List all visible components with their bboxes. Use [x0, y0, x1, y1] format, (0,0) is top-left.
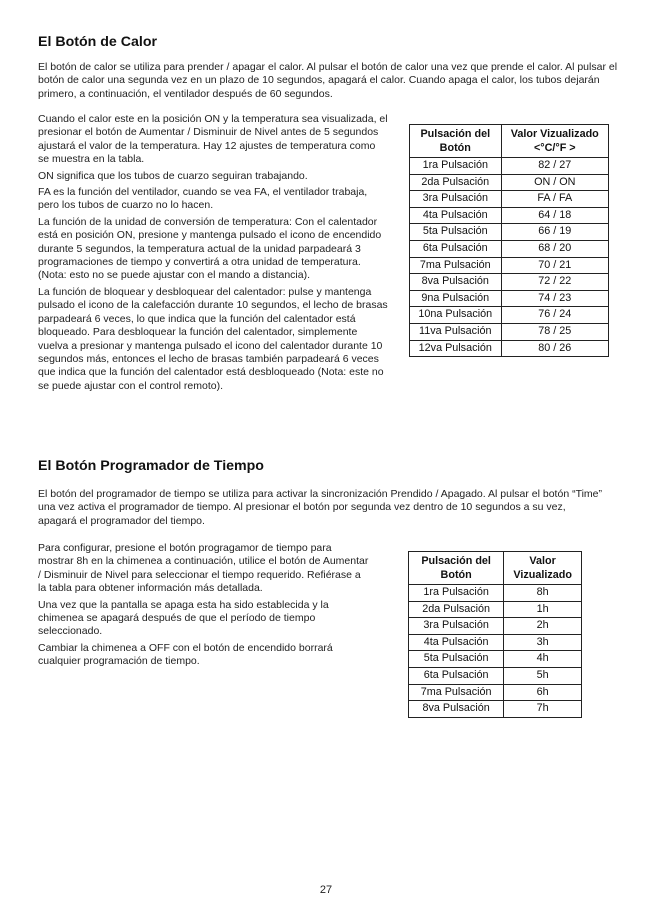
temperature-adjust-paragraph: Cuando el calor este en la posición ON y la temperatura sea visualizada, el presionar el botón de Aumentar / Disminuir de Nivel antes de 5 segundos ajustará el valor de la temperatura. Hay 12 ajustes de temperatura como se muestra en la tabla. — [38, 113, 388, 166]
table-row — [409, 701, 582, 718]
table-row — [410, 207, 609, 224]
timer-button-heading: El Botón Programador de Tiempo — [38, 458, 264, 474]
table-header-row — [409, 552, 582, 585]
press-cell: 9na Pulsación — [410, 290, 502, 307]
heat-button-details — [38, 113, 388, 396]
timer-button-details — [38, 542, 370, 672]
press-cell: 6ta Pulsación — [409, 667, 504, 684]
table-row — [409, 634, 582, 651]
value-cell: 5h — [504, 667, 582, 684]
page-number: 27 — [319, 884, 333, 896]
press-cell: 5ta Pulsación — [409, 651, 504, 668]
unit-conversion-paragraph: La función de la unidad de conversión de temperatura: Con el calentador está en posición ON, presione y mantenga pulsado el icono de encendido durante 5 segundos, la temperatura actual de la unidad parpadeará 3 programaciones de tiempo y convertirá a otra unidad de temperatura. (Nota: esto no se puede ajustar con el mando a distancia). — [38, 215, 382, 282]
table-row — [410, 240, 609, 257]
timer-display-off-paragraph: Una vez que la pantalla se apaga esta ha sido establecida y la chimenea se apagará después de que el período de tiempo seleccionado. — [38, 598, 329, 638]
press-cell: 8va Pulsación — [409, 701, 504, 718]
timer-configure-paragraph: Para configurar, presione el botón progragamor de tiempo para mostrar 8h en la chimenea a continuación, utilice el botón de Aumentar / Disminuir de Nivel para seleccionar el tiempo requerido. Refiérase a la tabla para obtener información más detallada. — [38, 542, 369, 595]
table-row — [409, 667, 582, 684]
press-cell: 11va Pulsación — [410, 323, 502, 340]
value-cell: 76 / 24 — [501, 307, 608, 324]
table-row — [410, 224, 609, 241]
header-button-press: Pulsación del Botón — [410, 125, 502, 158]
heat-button-heading: El Botón de Calor — [38, 34, 158, 50]
table-row — [410, 323, 609, 340]
value-cell: 80 / 26 — [501, 340, 608, 357]
timer-clear-paragraph: Cambiar la chimenea a OFF con el botón de encendido borrará cualquier programación de tiempo. — [38, 641, 333, 668]
value-cell: FA / FA — [501, 191, 608, 208]
table-row — [410, 191, 609, 208]
press-cell: 3ra Pulsación — [410, 191, 502, 208]
table-row — [410, 290, 609, 307]
value-cell: 4h — [504, 651, 582, 668]
value-cell: 8h — [504, 585, 582, 602]
timer-button-intro: El botón del programador de tiempo se utiliza para activar la sincronización Prendido / Apagado. Al pulsar el botón “Time” una vez activa el programador de tiempo. Al presionar el botón por segunda vez dentro de 10 segundos a su vez, apagará el programador del tiempo. — [38, 488, 603, 527]
temperature-settings-table — [409, 124, 609, 357]
on-meaning-paragraph: ON significa que los tubos de cuarzo seguiran trabajando. — [38, 169, 308, 182]
press-cell: 12va Pulsación — [410, 340, 502, 357]
value-cell: 7h — [504, 701, 582, 718]
press-cell: 6ta Pulsación — [410, 240, 502, 257]
table-row — [410, 174, 609, 191]
press-cell: 10na Pulsación — [410, 307, 502, 324]
value-cell: 68 / 20 — [501, 240, 608, 257]
press-cell: 7ma Pulsación — [410, 257, 502, 274]
press-cell: 1ra Pulsación — [410, 158, 502, 175]
table-row — [410, 307, 609, 324]
table-row — [410, 274, 609, 291]
value-cell: ON / ON — [501, 174, 608, 191]
table-row — [409, 585, 582, 602]
value-cell: 3h — [504, 634, 582, 651]
header-button-press: Pulsación del Botón — [409, 552, 504, 585]
fan-function-paragraph: FA es la función del ventilador, cuando se vea FA, el ventilador trabaja, pero los tubos de cuarzo no lo hacen. — [38, 186, 368, 212]
header-displayed-value: Valor Vizualizado — [504, 552, 582, 585]
heat-button-intro: El botón de calor se utiliza para prender / apagar el calor. Al pulsar el botón de calor una vez que prende el calor. Al pulsar el botón de calor una segunda vez en un plazo de 10 segundos, apagará el calor. Cuando apaga el calor, los tubos dejarán primero, a continuación, el ventilador después de 60 segundos. — [38, 61, 618, 100]
press-cell: 5ta Pulsación — [410, 224, 502, 241]
press-cell: 3ra Pulsación — [409, 618, 504, 635]
value-cell: 2h — [504, 618, 582, 635]
table-row — [409, 618, 582, 635]
value-cell: 66 / 19 — [501, 224, 608, 241]
press-cell: 1ra Pulsación — [409, 585, 504, 602]
value-cell: 82 / 27 — [501, 158, 608, 175]
timer-settings-table — [408, 551, 582, 718]
table-row — [410, 340, 609, 357]
value-cell: 64 / 18 — [501, 207, 608, 224]
value-cell: 1h — [504, 601, 582, 618]
press-cell: 2da Pulsación — [409, 601, 504, 618]
value-cell: 72 / 22 — [501, 274, 608, 291]
header-displayed-value: Valor Vizualizado <°C/°F > — [501, 125, 608, 158]
press-cell: 7ma Pulsación — [409, 684, 504, 701]
lock-unlock-paragraph: La función de bloquear y desbloquear del calentador: pulse y mantenga pulsado el icono de la calefacción durante 10 segundos, el lecho de brasas parpadeará 6 veces, lo que indica que la función del calentador está bloqueado. Para desbloquear la función del calentador, simplemente vuelva a presionar y mantenga pulsado el icono del calentador durante 10 segundos más, entonces el lecho de brasas también parpadeará 6 veces que indica que la función del calentador está desbloqueado (Nota: este no se puede ajustar con el control remoto). — [38, 285, 388, 392]
table-row — [409, 651, 582, 668]
table-row — [409, 601, 582, 618]
press-cell: 4ta Pulsación — [409, 634, 504, 651]
value-cell: 70 / 21 — [501, 257, 608, 274]
table-header-row — [410, 125, 609, 158]
table-row — [410, 257, 609, 274]
value-cell: 6h — [504, 684, 582, 701]
table-row — [409, 684, 582, 701]
table-row — [410, 158, 609, 175]
press-cell: 4ta Pulsación — [410, 207, 502, 224]
value-cell: 78 / 25 — [501, 323, 608, 340]
value-cell: 74 / 23 — [501, 290, 608, 307]
press-cell: 2da Pulsación — [410, 174, 502, 191]
press-cell: 8va Pulsación — [410, 274, 502, 291]
